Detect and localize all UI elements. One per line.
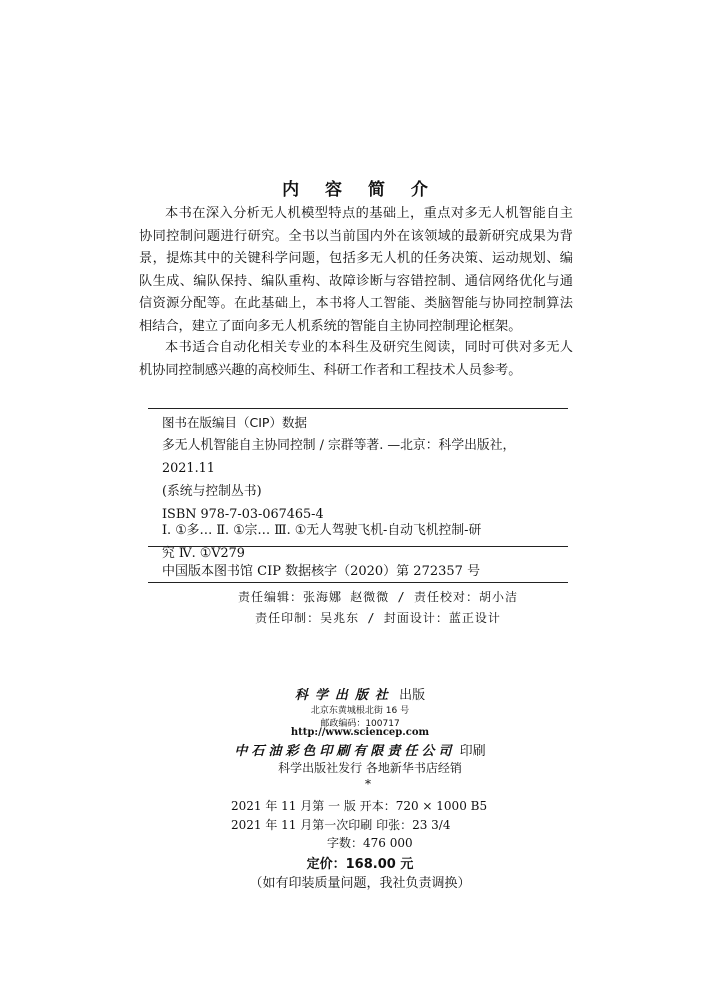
quality-note: （如有印装质量问题，我社负责调换） [249, 876, 471, 891]
cip-classification [162, 519, 562, 565]
publisher-suffix: 出版 [399, 688, 426, 703]
publisher-logo-text: 科学出版社 [294, 688, 395, 703]
cip-record [162, 434, 572, 526]
cip-middle-rule [148, 546, 568, 547]
staff-line-2: 责任印制：吴兆东 / 封面设计：蓝正设计 [255, 611, 501, 625]
cip-check-number: 中国版本图书馆 CIP 数据核字（2020）第 272357 号 [162, 564, 481, 579]
cip-record-line-2: 2021.11 [162, 461, 215, 476]
word-count: 字数：476 000 [327, 836, 413, 850]
cip-isbn: ISBN 978-7-03-067465-4 [162, 507, 324, 522]
cip-top-rule [148, 408, 568, 409]
cip-classification-line-1: Ⅰ. ①多… Ⅱ. ①宗… Ⅲ. ①无人驾驶飞机-自动飞机控制-研 [162, 523, 482, 538]
summary-paragraph-1 [139, 203, 573, 338]
summary-paragraph-1-text: 本书在深入分析无人机模型特点的基础上，重点对多无人机智能自主协同控制问题进行研究。全书以当前国内外在该领域的最新研究成果为背景，提炼其中的关键科学问题，包括多无人机的任务决策、运动规划、编队生成、编队保持、编队重构、故障诊断与容错控制、通信网络优化与通信资源分配等。在此基础上，本书将人工智能、类脑智能与协同控制算法相结合，建立了面向多无人机系统的智能自主协同控制理论框架。 [139, 206, 573, 334]
distribution: 科学出版社发行 各地新华书店经销 [278, 761, 462, 775]
printer-logo-text: 中石油彩色印刷有限责任公司 [234, 744, 456, 759]
printer-name [0, 740, 720, 759]
summary-paragraph-2 [139, 337, 573, 382]
cip-series: (系统与控制丛书) [162, 484, 262, 499]
cip-bottom-rule [148, 582, 568, 583]
publisher-website: http://www.sciencep.com [290, 727, 430, 738]
printer-suffix: 印刷 [459, 744, 486, 759]
summary-title: 内 容 简 介 [282, 180, 438, 200]
price: 定价：168.00 元 [306, 857, 414, 872]
cip-record-line-1: 多无人机智能自主协同控制 / 宗群等著. —北京：科学出版社， [162, 438, 516, 453]
publisher-address: 北京东黄城根北街 16 号 [310, 706, 410, 716]
summary-paragraph-2-text: 本书适合自动化相关专业的本科生及研究生阅读，同时可供对多无人机协同控制感兴趣的高校师生、科研工作者和工程技术人员参考。 [139, 340, 573, 378]
edition-line-2: 2021 年 11 月第一次印刷 印张：23 3/4 [231, 818, 451, 832]
separator-star: * [365, 777, 371, 791]
staff-line-1: 责任编辑：张海娜 赵微微 / 责任校对：胡小洁 [238, 590, 518, 604]
publisher-name [0, 684, 720, 703]
cip-classification-line-2: 究 Ⅳ. ①V279 [162, 546, 245, 561]
edition-line-1: 2021 年 11 月第 一 版 开本：720 × 1000 B5 [231, 799, 488, 813]
cip-heading: 图书在版编目（CIP）数据 [162, 415, 307, 430]
publisher-zip: 邮政编码：100717 [320, 719, 400, 729]
